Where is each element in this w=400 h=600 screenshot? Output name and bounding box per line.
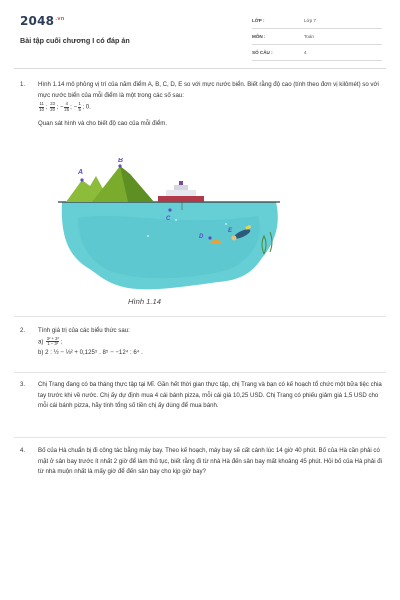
fraction: $\frac{\text{3² + 3³}}{\text{1 − 3²}}$ bbox=[46, 335, 59, 347]
point-c bbox=[168, 208, 171, 211]
meta-value: Lớp 7 bbox=[304, 18, 316, 23]
meta-row-class bbox=[252, 14, 382, 29]
point-a bbox=[80, 178, 83, 181]
number-list: $\frac{11}{10}$ ; $\frac{23}{20}$ ; − $\frac{4}{25}$ ; − $\frac{1}{5}$ ; 0. bbox=[39, 101, 91, 112]
point-d bbox=[208, 236, 211, 239]
label-c: C bbox=[166, 216, 171, 222]
point-b bbox=[118, 164, 121, 167]
question-body: Chị Trang đang có ba tháng thực tập tại Mĩ. Gần hết thời gian thực tập, chị Trang và bạn có kế hoạch tổ chức một bữa tiệc chia tay trước khi về nước. Chị ấy dự định mua 4 cái bánh pizza, mỗi cái giá 10,25 USD. Chị Trang có phiếu giảm giá 1,5 USD cho mỗi cái bánh pizza, hãy tính tổng số tiền chị ấy dùng để mua bánh. bbox=[38, 381, 382, 410]
meta-value: Toán bbox=[304, 34, 314, 39]
fraction: $\frac{4}{25}$ bbox=[64, 101, 70, 112]
question-body bbox=[38, 80, 388, 130]
meta-row-subject bbox=[252, 30, 382, 45]
question-text: Tính giá trị của các biểu thức sau: bbox=[38, 327, 130, 334]
meta-label: MÔN : bbox=[252, 34, 266, 39]
question-separator bbox=[14, 316, 386, 317]
question-number: 4. bbox=[20, 447, 26, 454]
bubble bbox=[225, 223, 227, 225]
site-logo[interactable] bbox=[20, 14, 65, 28]
figure-caption: Hình 1.14 bbox=[128, 297, 161, 306]
meta-row-count bbox=[252, 46, 382, 61]
question-number: 2. bbox=[20, 327, 26, 334]
fraction: $\frac{11}{10}$ bbox=[39, 101, 45, 112]
question-separator bbox=[14, 437, 386, 438]
question-number: 1. bbox=[20, 81, 26, 88]
question-separator bbox=[14, 372, 386, 373]
question-body: Bố của Hà chuẩn bị đi công tác bằng máy bay. Theo kế hoạch, máy bay sẽ cất cánh lúc 14 giờ 40 phút. Bố của Hà cần phải có mặt ở sân bay trước ít nhất 2 giờ để làm thủ tục, biết rằng đi từ nhà Hà đến sân bay mất khoảng 45 phút. Hỏi bố của Hà phải đi từ nhà muộn nhất là mấy giờ để đến sân bay cho kịp giờ bay? bbox=[38, 447, 382, 476]
header bbox=[20, 14, 382, 62]
bubble bbox=[147, 235, 149, 237]
logo-domain: .vn bbox=[55, 16, 65, 22]
header-divider bbox=[14, 68, 386, 69]
ship bbox=[158, 181, 204, 202]
expression-a: a) $\frac{\text{3² + 3³}}{\text{1 − 3²}}$ ; bbox=[38, 335, 63, 347]
fraction: $\frac{23}{20}$ bbox=[50, 101, 55, 112]
label-d: D bbox=[199, 234, 204, 240]
label-b: B bbox=[118, 158, 124, 164]
label-a: A bbox=[78, 169, 84, 176]
question-number: 3. bbox=[20, 381, 26, 388]
question-followup: Quan sát hình và cho biết độ cao của mỗi điểm. bbox=[38, 120, 168, 128]
bubble bbox=[175, 219, 177, 221]
meta-value: 4 bbox=[304, 50, 307, 55]
meta-label: LỚP : bbox=[252, 18, 265, 23]
meta-label: SỐ CÂU : bbox=[252, 50, 273, 55]
document-title: Bài tập cuối chương I có đáp án bbox=[20, 36, 130, 45]
question-text: Hình 1.14 mô phỏng vị trí của năm điểm A, B, C, D, E so với mực nước biển. Biết rằng độ cao (tính theo đơn vị kilômét) so với mực nước biển của mỗi điểm là một trong các số sau: bbox=[38, 81, 379, 99]
expression-b: b) 2 : ½ − ⅓² + 0,125⁵ . 8⁵ − −12⁴ : 6⁴ . bbox=[38, 348, 143, 356]
sea-level-illustration bbox=[58, 158, 280, 296]
logo-text: 2048 bbox=[20, 14, 55, 28]
question-body bbox=[38, 326, 388, 358]
meta-table bbox=[252, 14, 382, 61]
fraction: $\frac{1}{5}$ bbox=[78, 101, 81, 112]
label-e: E bbox=[228, 228, 233, 234]
